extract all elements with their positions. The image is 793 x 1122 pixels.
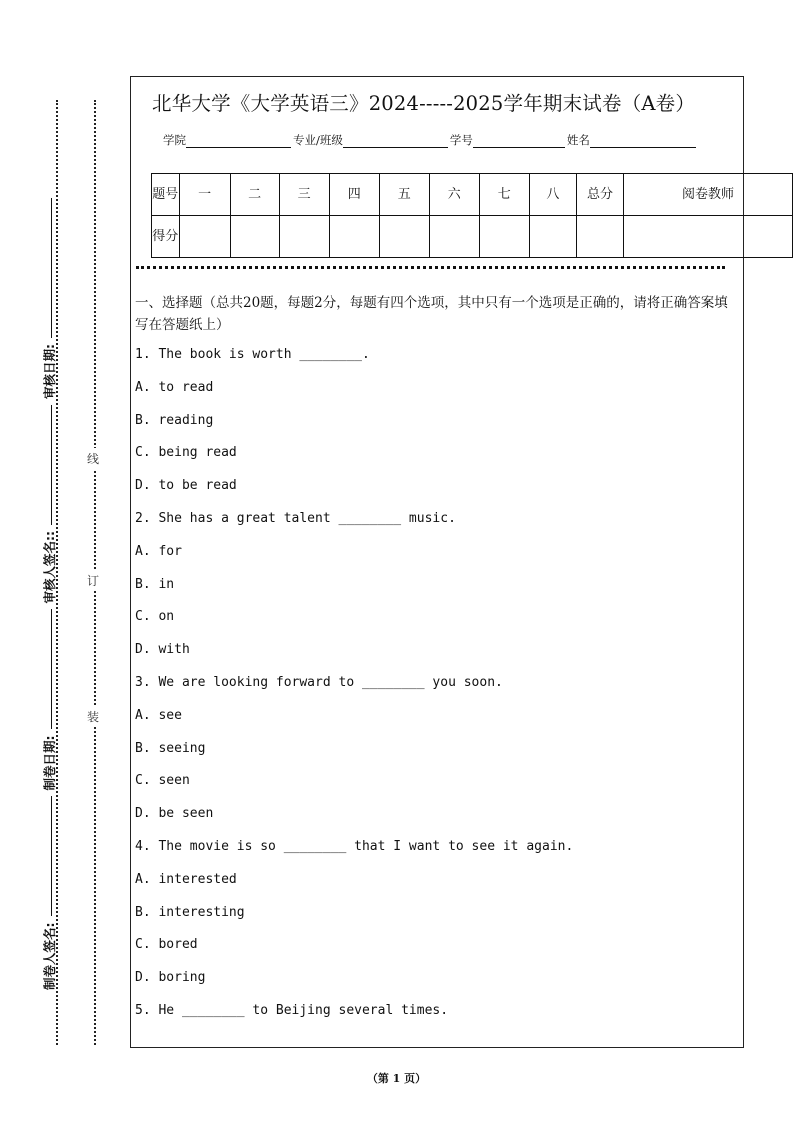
row-label-question-no: 题号 xyxy=(152,174,180,216)
answer-option: A. see xyxy=(135,707,182,723)
answer-option: D. be seen xyxy=(135,806,214,822)
score-cell[interactable] xyxy=(576,216,623,258)
answer-option: A. to read xyxy=(135,379,214,395)
answer-option: C. on xyxy=(135,609,175,625)
side-signature-block xyxy=(40,192,58,990)
header-cell: 四 xyxy=(329,174,379,216)
header-cell: 三 xyxy=(279,174,329,216)
header-cell: 五 xyxy=(379,174,429,216)
answer-option: B. in xyxy=(135,576,175,592)
major-label: 专业/班级 xyxy=(293,133,343,147)
section-heading: 一、选择题（总共20题，每题2分，每题有四个选项，其中只有一个选项是正确的，请将正确答案填写在答题纸上） xyxy=(135,295,728,333)
answer-option: B. seeing xyxy=(135,740,206,756)
question-stem: 2. She has a great talent ________ music. xyxy=(135,511,456,526)
maker-sign-line xyxy=(50,797,52,917)
row-label-score: 得分 xyxy=(152,216,180,258)
answer-option: D. with xyxy=(135,642,190,658)
header-cell: 一 xyxy=(179,174,230,216)
score-cell[interactable] xyxy=(379,216,429,258)
answer-option: A. for xyxy=(135,543,182,559)
review-date-label: 审核日期: xyxy=(42,344,57,399)
answer-option: C. seen xyxy=(135,773,190,789)
college-label: 学院 xyxy=(163,133,186,147)
score-cell[interactable] xyxy=(529,216,576,258)
binding-mark-line: 线 xyxy=(87,448,99,469)
maker-date-line xyxy=(50,610,52,730)
answer-option: C. being read xyxy=(135,445,237,461)
score-cell[interactable] xyxy=(429,216,479,258)
header-cell: 二 xyxy=(230,174,279,216)
score-cell[interactable] xyxy=(279,216,329,258)
review-date-line xyxy=(50,198,52,338)
score-cell[interactable] xyxy=(329,216,379,258)
binding-mark-bind: 装 xyxy=(87,706,99,727)
reviewer-sign-label: 审核人签名:: xyxy=(42,531,57,604)
answer-option: B. interesting xyxy=(135,904,245,920)
header-cell: 七 xyxy=(479,174,529,216)
answer-option: A. interested xyxy=(135,871,237,887)
answer-option: C. bored xyxy=(135,937,198,953)
header-cell: 总分 xyxy=(576,174,623,216)
student-info-row xyxy=(163,132,698,148)
id-label: 学号 xyxy=(449,133,473,147)
score-cell[interactable] xyxy=(230,216,279,258)
score-cell[interactable] xyxy=(479,216,529,258)
answer-option: B. reading xyxy=(135,412,214,428)
page-number: （第 1 页） xyxy=(366,1072,427,1085)
question-stem: 4. The movie is so ________ that I want to see it again. xyxy=(135,839,574,854)
answer-option: D. to be read xyxy=(135,478,237,494)
score-cell[interactable] xyxy=(624,216,793,258)
separator-dotted xyxy=(136,266,725,269)
binding-mark-order: 订 xyxy=(87,570,99,591)
question-stem: 5. He ________ to Beijing several times. xyxy=(135,1003,449,1018)
header-cell: 八 xyxy=(529,174,576,216)
exam-title: 北华大学《大学英语三》2024-----2025学年期末试卷（A卷） xyxy=(152,92,696,115)
score-cell[interactable] xyxy=(179,216,230,258)
major-field[interactable] xyxy=(343,135,448,148)
maker-date-label: 制卷日期: xyxy=(42,735,57,791)
id-field[interactable] xyxy=(473,135,565,148)
question-stem: 1. The book is worth ________. xyxy=(135,347,370,362)
name-field[interactable] xyxy=(590,135,696,148)
college-field[interactable] xyxy=(186,135,291,148)
header-teacher: 阅卷教师 xyxy=(624,174,793,216)
maker-sign-label: 制卷人签名: xyxy=(42,922,57,990)
name-label: 姓名 xyxy=(566,133,590,147)
question-stem: 3. We are looking forward to ________ you soon. xyxy=(135,675,503,690)
answer-option: D. boring xyxy=(135,970,206,986)
score-table xyxy=(151,173,793,258)
header-cell: 六 xyxy=(429,174,479,216)
reviewer-sign-line xyxy=(50,405,52,525)
